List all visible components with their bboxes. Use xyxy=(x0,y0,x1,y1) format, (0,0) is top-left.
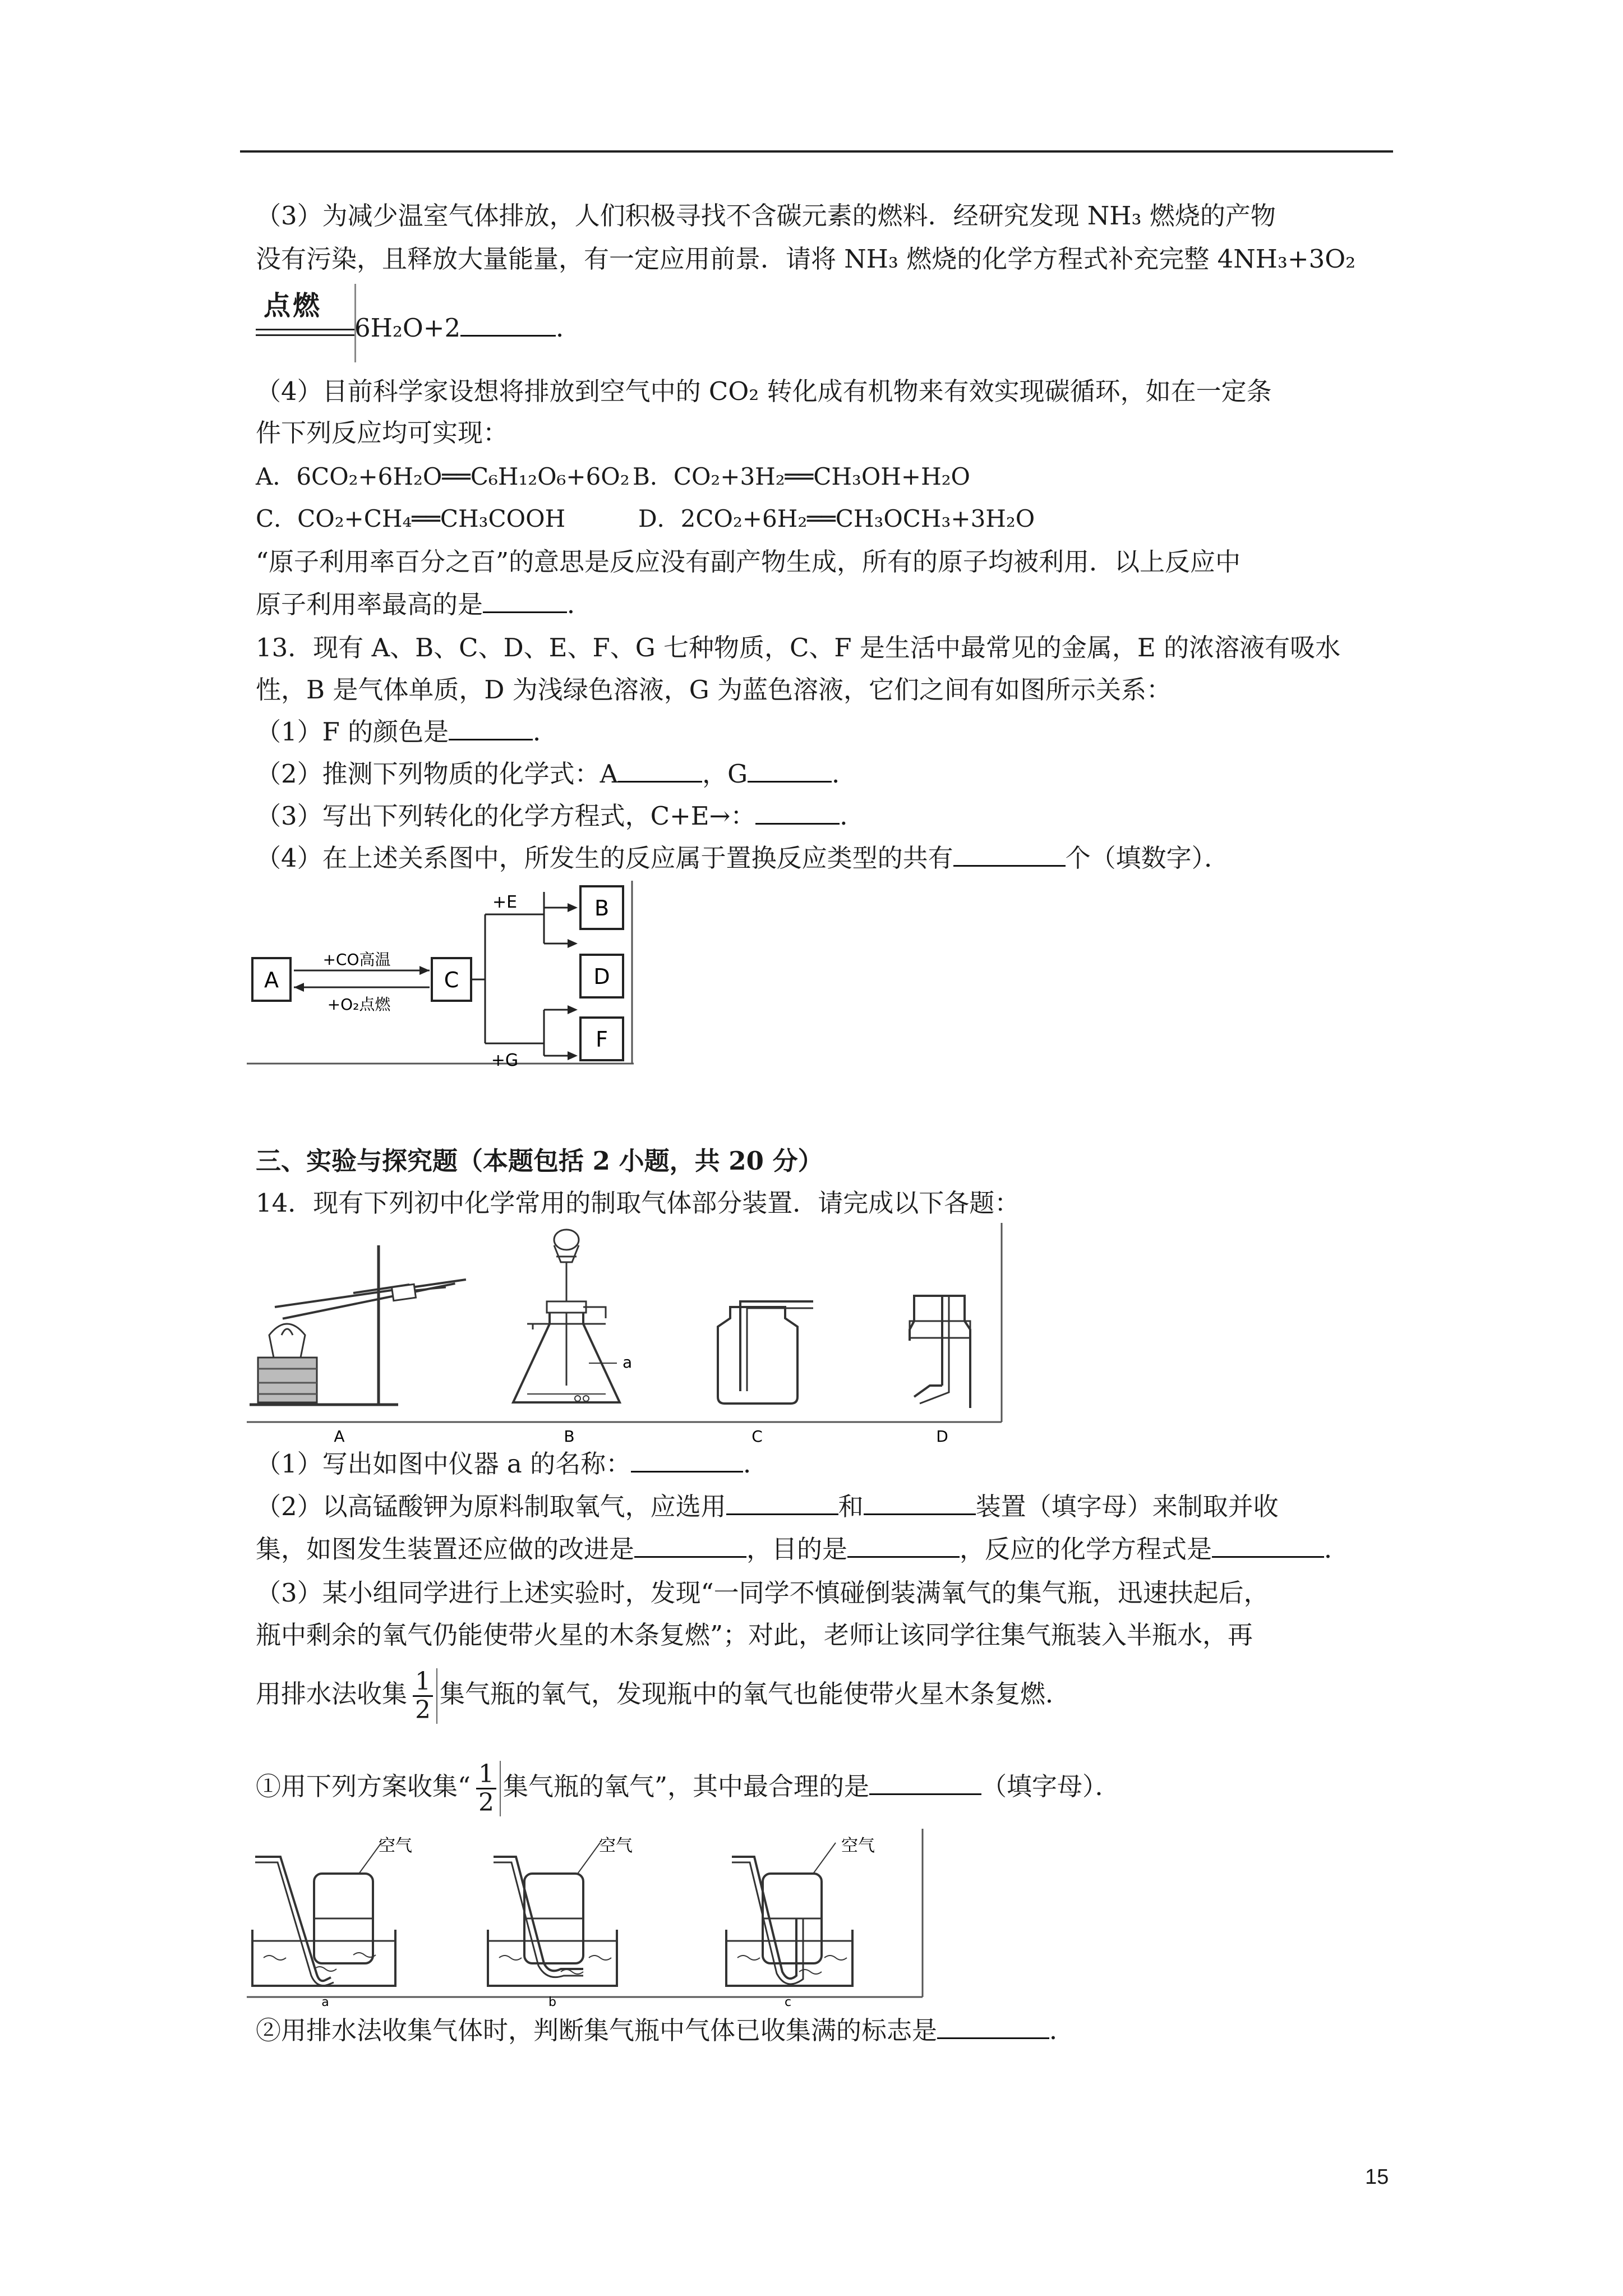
apparatus-figure xyxy=(247,1223,1009,1446)
g-label: +G xyxy=(491,1051,519,1070)
answer-blank[interactable] xyxy=(953,843,1066,867)
fraction-denominator: 2 xyxy=(415,1696,431,1724)
co-label: +CO高温 xyxy=(322,950,391,969)
q14-sub3-line2: 瓶中剩余的氧气仍能使带火星的木条复燃”；对此，老师让该同学往集气瓶装入半瓶水，再 xyxy=(256,1620,1253,1650)
prompt-text: （2）推测下列物质的化学式：A xyxy=(256,759,619,789)
prompt-text: 用排水法收集 xyxy=(256,1679,408,1709)
fraction-numerator: 1 xyxy=(476,1761,496,1789)
fraction-half xyxy=(409,1668,437,1724)
period: ． xyxy=(1049,2016,1075,2045)
answer-blank[interactable] xyxy=(847,1534,960,1558)
scheme-b xyxy=(488,1836,633,2009)
prompt-text: 集，如图发生装置还应做的改进是 xyxy=(256,1534,635,1564)
prompt-text: ，目的是 xyxy=(746,1534,848,1564)
box-d-label: D xyxy=(593,964,610,989)
box-b-label: B xyxy=(594,896,610,921)
prompt-text: （4）在上述关系图中，所发生的反应属于置换反应类型的共有 xyxy=(256,843,953,873)
q14-line1: 14．现有下列初中化学常用的制取气体部分装置．请完成以下各题： xyxy=(256,1188,1020,1218)
prompt-text: ，反应的化学方程式是 xyxy=(960,1534,1212,1564)
fraction-denominator: 2 xyxy=(478,1788,495,1817)
answer-blank[interactable] xyxy=(755,800,840,825)
reaction-condition: 点燃 xyxy=(264,290,322,321)
q14-sub1 xyxy=(256,1447,768,1481)
period: ． xyxy=(556,313,582,343)
air-label: 空气 xyxy=(841,1836,875,1856)
arrowhead xyxy=(294,983,304,992)
q13-line1: 13．现有 A、B、C、D、E、F、G 七种物质，C、F 是生活中最常见的金属，E 的浓溶液有吸水 xyxy=(256,633,1341,662)
q14-sub3-line3 xyxy=(256,1663,1071,1725)
label-b: B xyxy=(564,1427,575,1446)
label-d: D xyxy=(936,1427,948,1446)
scheme-label-c: c xyxy=(784,1995,792,2009)
q14-choice1 xyxy=(256,1756,1121,1818)
prompt-text: ②用排水法收集气体时，判断集气瓶中气体已收集满的标志是 xyxy=(256,2016,938,2045)
relationship-diagram xyxy=(247,881,634,1071)
o2-label: +O₂点燃 xyxy=(327,995,391,1014)
prompt-text: 原子利用率最高的是 xyxy=(256,590,483,619)
q14-sub2-line2 xyxy=(256,1533,1349,1566)
box-a-label: A xyxy=(264,968,279,992)
prompt-text: （1）写出如图中仪器 a 的名称： xyxy=(256,1449,631,1479)
answer-blank[interactable] xyxy=(631,1448,743,1473)
prompt-text: （2）以高锰酸钾为原料制取氧气，应选用 xyxy=(256,1492,726,1521)
q14-choice2 xyxy=(256,2014,1075,2047)
apparatus-c xyxy=(718,1301,813,1446)
period: ． xyxy=(840,801,865,831)
apparatus-d xyxy=(910,1296,970,1446)
q13-sub4 xyxy=(256,841,1229,875)
answer-blank[interactable] xyxy=(449,716,533,740)
collection-schemes-figure xyxy=(247,1829,931,2008)
q13-sub1 xyxy=(256,715,558,749)
q12-p3-line1: （3）为减少温室气体排放，人们积极寻找不含碳元素的燃料．经研究发现 NH₃ 燃烧的产物 xyxy=(256,201,1276,231)
answer-blank[interactable] xyxy=(748,758,832,783)
option-b: B．CO₂+3H₂══CH₃OH+H₂O xyxy=(633,463,970,490)
period: ． xyxy=(743,1449,769,1479)
q14-sub3-line1: （3）某小组同学进行上述实验时，发现“一同学不慎碰倒装满氧气的集气瓶，迅速扶起后， xyxy=(256,1578,1269,1608)
q13-sub3 xyxy=(256,799,865,833)
answer-blank[interactable] xyxy=(618,758,702,783)
air-label: 空气 xyxy=(379,1836,412,1856)
answer-blank[interactable] xyxy=(726,1491,838,1515)
equation-products: 6H₂O+2 xyxy=(354,313,461,343)
option-c: C．CO₂+CH₄══CH₃COOH xyxy=(256,505,566,532)
arrowhead xyxy=(419,966,430,975)
scheme-c xyxy=(726,1836,875,2009)
answer-blank[interactable] xyxy=(869,1771,981,1795)
equals-line-top xyxy=(256,329,354,330)
prompt-text: （1）F 的颜色是 xyxy=(256,717,449,747)
apparatus-a xyxy=(250,1210,466,1446)
label-instrument-a: a xyxy=(623,1353,633,1372)
reaction-condition-box xyxy=(256,284,356,362)
e-label: +E xyxy=(492,892,518,912)
box-f-label: F xyxy=(596,1027,608,1052)
period: ． xyxy=(567,590,593,619)
q13-sub2 xyxy=(256,757,857,791)
q12-p3-line2: 没有污染，且释放大量能量，有一定应用前景．请将 NH₃ 燃烧的化学方程式补充完整 4NH₃+3O₂ xyxy=(256,244,1356,274)
prompt-text: ，G xyxy=(702,759,748,789)
equals-line-bottom xyxy=(256,334,354,336)
prompt-text: 装置（填字母）来制取并收 xyxy=(975,1492,1279,1521)
answer-blank[interactable] xyxy=(634,1534,746,1558)
answer-blank[interactable] xyxy=(460,312,556,337)
period: ． xyxy=(832,759,857,789)
period: ． xyxy=(533,717,559,747)
option-d: D．2CO₂+6H₂══CH₃OCH₃+3H₂O xyxy=(638,505,1035,532)
apparatus-b xyxy=(513,1230,632,1446)
prompt-text: 和 xyxy=(838,1492,864,1521)
q12-p3-line3 xyxy=(354,311,581,345)
prompt-text: （3）写出下列转化的化学方程式，C+E→： xyxy=(256,801,756,831)
fraction-half xyxy=(473,1761,501,1816)
header-rule xyxy=(240,150,1393,153)
answer-blank[interactable] xyxy=(483,589,567,613)
prompt-text: ①用下列方案收集“ xyxy=(256,1772,471,1801)
scheme-label-b: b xyxy=(548,1995,556,2009)
label-c: C xyxy=(751,1427,763,1446)
prompt-text: 个（填数字）． xyxy=(1065,843,1230,873)
q12-p4-line3: “原子利用率百分之百”的意思是反应没有副产物生成，所有的原子均被利用．以上反应中 xyxy=(256,547,1241,577)
page-number: 15 xyxy=(1365,2165,1389,2189)
q12-p4-line1: （4）目前科学家设想将排放到空气中的 CO₂ 转化成有机物来有效实现碳循环，如在一定条 xyxy=(256,376,1272,406)
prompt-text: 集气瓶的氧气，发现瓶中的氧气也能使带火星木条复燃． xyxy=(440,1679,1071,1709)
scheme-a xyxy=(252,1836,412,2009)
answer-blank[interactable] xyxy=(1212,1534,1324,1558)
prompt-text: （填字母）． xyxy=(981,1772,1121,1801)
q12-p4-line2: 件下列反应均可实现： xyxy=(256,418,509,448)
option-a: A．6CO₂+6H₂O══C₆H₁₂O₆+6O₂ xyxy=(256,463,630,490)
q14-sub2-line1 xyxy=(256,1490,1279,1524)
label-a: A xyxy=(334,1427,345,1446)
q13-line2: 性，B 是气体单质，D 为浅绿色溶液，G 为蓝色溶液，它们之间有如图所示关系： xyxy=(256,675,1172,705)
box-c-label: C xyxy=(444,968,459,992)
period: ． xyxy=(1324,1534,1350,1564)
section-title: 三、实验与探究题（本题包括 2 小题，共 20 分） xyxy=(256,1146,823,1176)
fraction-numerator: 1 xyxy=(413,1668,433,1697)
prompt-text: 集气瓶的氧气”，其中最合理的是 xyxy=(503,1772,870,1801)
answer-blank[interactable] xyxy=(937,2015,1049,2039)
air-label: 空气 xyxy=(599,1836,633,1856)
scheme-label-a: a xyxy=(321,1995,329,2009)
q12-p4-line4 xyxy=(256,588,592,622)
answer-blank[interactable] xyxy=(864,1491,976,1515)
